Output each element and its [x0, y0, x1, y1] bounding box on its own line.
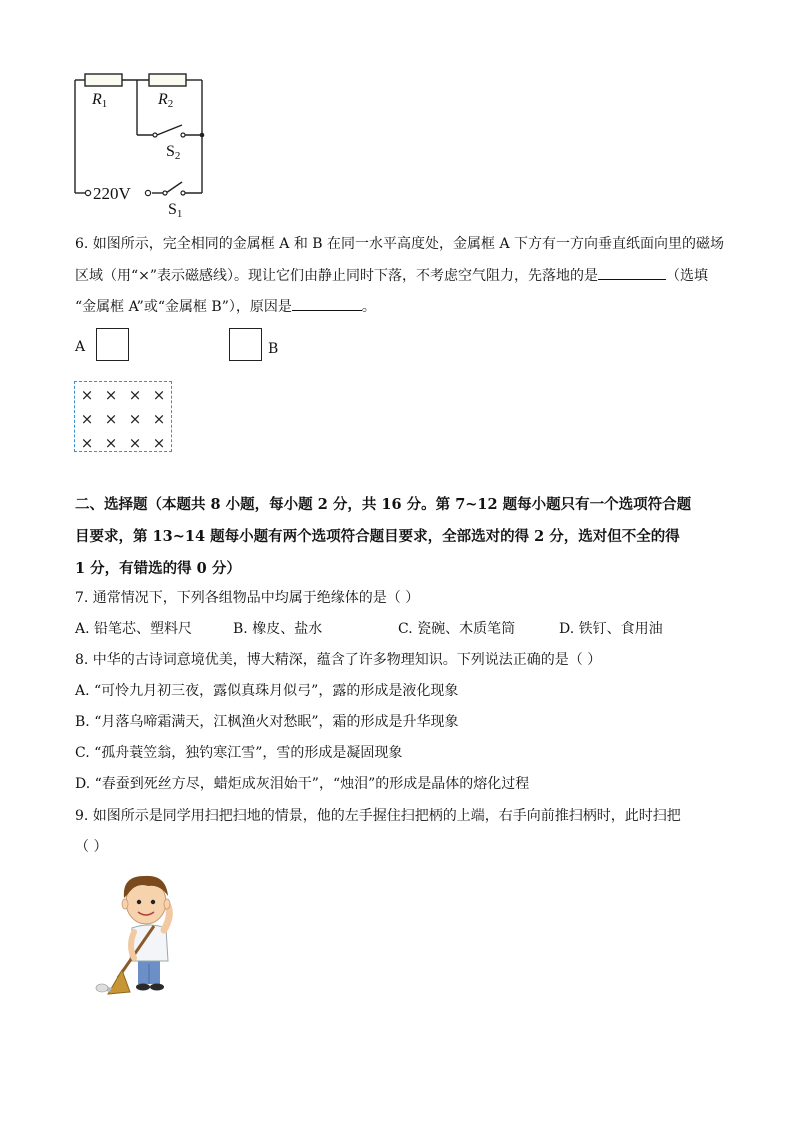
- circuit-diagram: [60, 60, 220, 220]
- section2-heading-line2: 目要求，第 13~14 题每小题有两个选项符合题目要求，全部选对的得 2 分，选对但不全的得: [75, 528, 680, 545]
- q7-stem: 7. 通常情况下，下列各组物品中均属于绝缘体的是（ ）: [75, 590, 420, 606]
- q6-answer-blank-1[interactable]: [598, 265, 666, 280]
- q8-option-b[interactable]: B. “月落乌啼霜满天，江枫渔火对愁眠”，霜的形成是升华现象: [75, 714, 459, 730]
- q6-line2: 区域（用“×”表示磁感线）。现让它们由静止同时下落，不考虑空气阻力，先落地的是 （选填: [75, 265, 708, 286]
- q6-line3: “金属框 A”或“金属框 B”），原因是 。: [75, 296, 376, 317]
- q7-option-a[interactable]: A. 铅笔芯、塑料尺: [75, 621, 193, 637]
- voltage-label: 220V: [93, 184, 131, 203]
- field-row: × × × ×: [80, 434, 166, 452]
- q9-stem-bracket: （ ）: [75, 839, 108, 855]
- s2-label: S2: [166, 143, 181, 162]
- q8-option-c[interactable]: C. “孤舟蓑笠翁，独钓寒江雪”，雪的形成是凝固现象: [75, 745, 403, 761]
- q8-option-d[interactable]: D. “春蚕到死丝方尽，蜡炬成灰泪始干”，“烛泪”的形成是晶体的熔化过程: [75, 776, 530, 792]
- section2-heading-line1: 二、选择题（本题共 8 小题，每小题 2 分，共 16 分。第 7~12 题每小题只有一个选项符合题: [75, 496, 692, 513]
- r1-label: R1: [92, 91, 108, 110]
- q7-option-d[interactable]: D. 铁钉、食用油: [559, 621, 663, 637]
- q6-answer-blank-2[interactable]: [292, 296, 362, 311]
- resistor-r1: [85, 74, 122, 86]
- r2-label: R2: [158, 91, 174, 110]
- q6-line1: 6. 如图所示，完全相同的金属框 A 和 B 在同一水平高度处，金属框 A 下方有一方向垂直纸面向里的磁场: [75, 236, 725, 252]
- resistor-r2: [149, 74, 186, 86]
- field-row: × × × ×: [80, 410, 166, 428]
- section2-heading-line3: 1 分，有错选的得 0 分）: [75, 560, 241, 577]
- frame-b-label: B: [268, 341, 279, 357]
- q7-option-b[interactable]: B. 橡皮、盐水: [233, 621, 323, 637]
- q8-option-a[interactable]: A. “可怜九月初三夜，露似真珠月似弓”，露的形成是液化现象: [75, 683, 459, 699]
- boy-sweeping-illustration: [88, 866, 228, 1002]
- metal-frame-b: [229, 328, 262, 361]
- q8-stem: 8. 中华的古诗词意境优美，博大精深，蕴含了许多物理知识。下列说法正确的是（ ）: [75, 652, 602, 668]
- q7-option-c[interactable]: C. 瓷碗、木质笔筒: [398, 621, 516, 637]
- metal-frame-a: [96, 328, 129, 361]
- frame-a-label: A: [75, 339, 86, 355]
- q9-stem: 9. 如图所示是同学用扫把扫地的情景，他的左手握住扫把柄的上端，右手向前推扫柄时，此时扫把: [75, 808, 681, 824]
- s1-label: S1: [168, 201, 183, 220]
- field-row: × × × ×: [80, 386, 166, 404]
- magnetic-field-region: [74, 381, 172, 452]
